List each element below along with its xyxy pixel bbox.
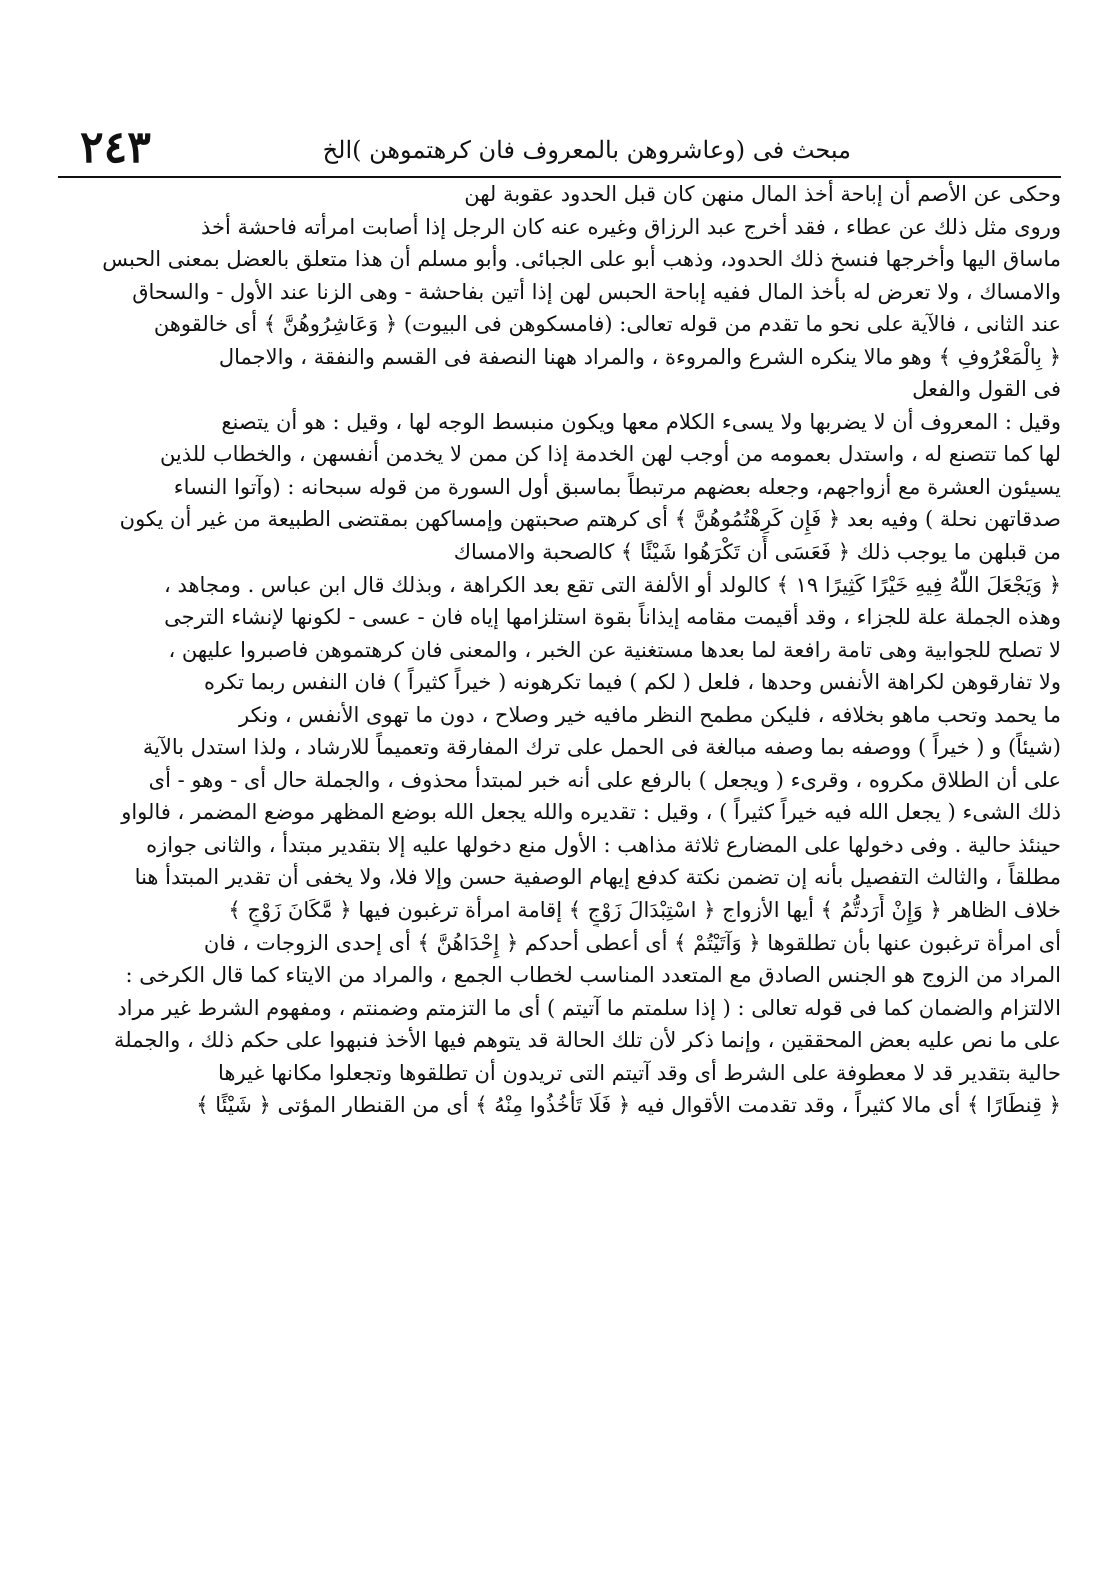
text-line: (شيئاً) و ( خيراً ) ووصفه بما وصفه مبالغة فى الحمل على ترك المفارقة وتعميماً للارشاد ، ولذا استدل بالآية xyxy=(142,735,1061,760)
text-line: وقيل : المعروف أن لا يضربها ولا يسىء الكلام معها ويكون منبسط الوجه لها ، وقيل : هو أن يتصنع xyxy=(221,409,1061,434)
text-line: ﴿ بِالْمَعْرُوفِ ﴾ وهو مالا ينكره الشرع والمروءة ، والمراد ههنا النصفة فى القسم والنفقة ، والاجمال xyxy=(218,344,1061,369)
text-line: ﴿ وَيَجْعَلَ اللَّهُ فِيهِ خَيْرًا كَثِيرًا ١٩ ﴾ كالولد أو الألفة التى تقع بعد الكراهة ، وبذلك قال ابن عباس . ومجاهد ، xyxy=(164,572,1061,597)
text-line: ماساق اليها وأخرجها فنسخ ذلك الحدود، وذهب أبو على الجبائى. وأبو مسلم أن هذا متعلق بالعضل بمعنى الحبس xyxy=(102,247,1061,272)
text-line: والامساك ، ولا تعرض له بأخذ المال ففيه إباحة الحبس لهن إذا أتين بفاحشة - وهى الزنا عند الأول - والسحاق xyxy=(132,279,1061,304)
page-header xyxy=(58,120,1061,178)
text-line: ولا تفارقوهن لكراهة الأنفس وحدها ، فلعل ( لكم ) فيما تكرهونه ( خيراً كثيراً ) فان النفس ربما تكره xyxy=(203,670,1061,695)
text-line: حالية بتقدير قد لا معطوفة على الشرط أى وقد آتيتم التى تريدون أن تطلقوها وتجعلوا مكانها غيرها xyxy=(217,1060,1061,1085)
text-line: الالتزام والضمان كما فى قوله تعالى : ( إذا سلمتم ما آتيتم ) أى ما التزمتم وضمنتم ، ومفهوم الشرط غير مراد xyxy=(117,995,1061,1020)
running-title: مبحث فى (وعاشروهن بالمعروف فان كرهتموهن )الخ xyxy=(322,136,851,164)
text-line: على ما نص عليه بعض المحققين ، وإنما ذكر لأن تلك الحالة قد يتوهم فيها الأخذ فنبهوا على حكم ذلك ، والجملة xyxy=(113,1028,1061,1053)
text-line: على أن الطلاق مكروه ، وقرىء ( ويجعل ) بالرفع على أنه خبر لمبتدأ محذوف ، والجملة حال أى - وهو - أى xyxy=(148,767,1061,792)
text-line: وروى مثل ذلك عن عطاء ، فقد أخرج عبد الرزاق وغيره عنه كان الرجل إذا أصابت امرأته فاحشة أخذ xyxy=(200,214,1061,239)
text-line: مطلقاً ، والثالث التفصيل بأنه إن تضمن نكتة كدفع إيهام الوصفية حسن وإلا فلا، ولا يخفى أن تقدير المبتدأ هنا xyxy=(134,865,1061,890)
text-line: صدقاتهن نحلة ) وفيه بعد ﴿ فَإِن كَرِهْتُمُوهُنَّ ﴾ أى كرهتم صحبتهن وإمساكهن بمقتضى الطبيعة من غير أن يكون xyxy=(119,507,1061,532)
text-line: ما يحمد وتحب ماهو بخلافه ، فليكن مطمح النظر مافيه خير وصلاح ، دون ما تهوى الأنفس ، ونكر xyxy=(239,702,1061,727)
page-number: ٢٤٣ xyxy=(80,122,151,173)
text-line: فى القول والفعل xyxy=(912,377,1061,402)
text-line: ذلك الشىء ( يجعل الله فيه خيراً كثيراً ) ، وقيل : تقديره والله يجعل الله بوضع المظهر موضع المضمر ، فالواو xyxy=(121,800,1061,825)
page-body xyxy=(58,178,1061,1122)
text-line: لا تصلح للجوابية وهى تامة رافعة لما بعدها مستغنية عن الخبر ، والمعنى فان كرهتموهن فاصبروا عليهن ، xyxy=(168,637,1061,662)
text-line: أى امرأة ترغبون عنها بأن تطلقوها ﴿ وَآتَيْتُمْ ﴾ أى أعطى أحدكم ﴿ إِحْدَاهُنَّ ﴾ أى إحدى الزوجات ، فان xyxy=(203,930,1061,955)
text-line: ﴿ قِنطَارًا ﴾ أى مالا كثيراً ، وقد تقدمت الأقوال فيه ﴿ فَلَا تَأْخُذُوا مِنْهُ ﴾ أى من القنطار المؤتى ﴿ شَيْئًا ﴾ xyxy=(196,1093,1061,1118)
text-line: لها كما تتصنع له ، واستدل بعمومه من أوجب لهن الخدمة إذا كن ممن لا يخدمن أنفسهن ، والخطاب للذين xyxy=(159,442,1061,467)
text-line: وهذه الجملة علة للجزاء ، وقد أقيمت مقامه إيذاناً بقوة استلزامها إياه فان - عسى - لكونها لإنشاء الترجى xyxy=(164,605,1061,630)
text-line: من قبلهن ما يوجب ذلك ﴿ فَعَسَى أَن تَكْرَهُوا شَيْئًا ﴾ كالصحبة والامساك xyxy=(453,540,1061,565)
text-line: عند الثانى ، فالآية على نحو ما تقدم من قوله تعالى: (فامسكوهن فى البيوت) ﴿ وَعَاشِرُوهُنَّ ﴾ أى خالقوهن xyxy=(153,312,1061,337)
text-line: خلاف الظاهر ﴿ وَإِنْ أَرَدتُّمُ ﴾ أيها الأزواج ﴿ اسْتِبْدَالَ زَوْجٍ ﴾ إقامة امرأة ترغبون فيها ﴿ مَّكَانَ زَوْجٍ ﴾ xyxy=(228,898,1061,923)
text-line: المراد من الزوج هو الجنس الصادق مع المتعدد المناسب لخطاب الجمع ، والمراد من الايتاء كما قال الكرخى : xyxy=(125,963,1061,988)
text-line: حينئذ حالية . وفى دخولها على المضارع ثلاثة مذاهب : الأول منع دخولها عليه إلا بتقدير مبتدأ ، والثانى جوازه xyxy=(146,832,1061,857)
text-line: وحكى عن الأصم أن إباحة أخذ المال منهن كان قبل الحدود عقوبة لهن xyxy=(464,182,1061,206)
text-line: يسيئون العشرة مع أزواجهم، وجعله بعضهم مرتبطاً بماسبق أول السورة من قوله سبحانه : (وآتوا النساء xyxy=(173,474,1061,499)
